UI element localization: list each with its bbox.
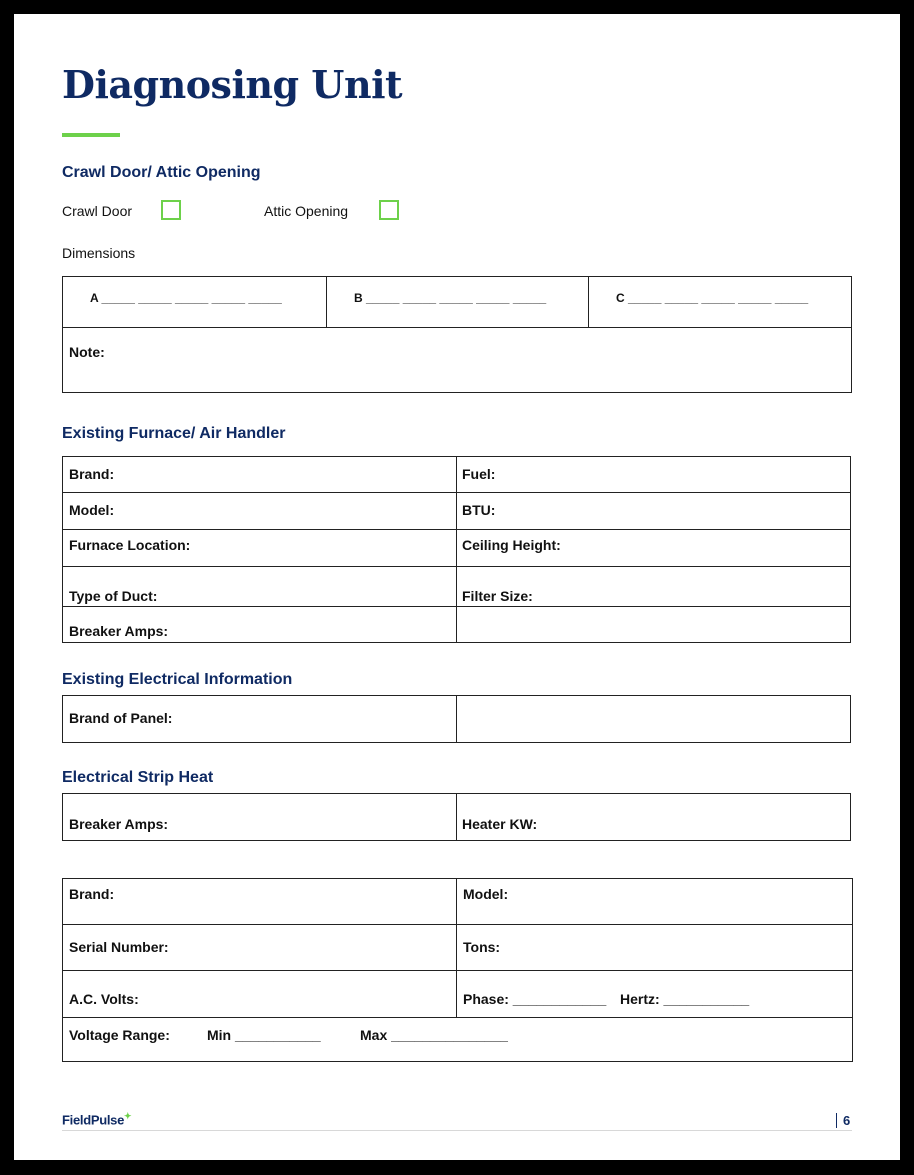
form-page [14,14,900,1160]
strip-breaker-label: Breaker Amps: [69,816,169,832]
table-divider [62,1017,853,1018]
crawl-section-heading: Crawl Door/ Attic Opening [62,164,261,181]
page-title: Diagnosing Unit [62,62,403,107]
unit-brand-label: Brand: [69,886,115,902]
table-divider [456,456,457,643]
panel-brand-label: Brand of Panel: [69,710,173,726]
furnace-location-label: Furnace Location: [69,537,191,553]
page-number: 6 [836,1113,850,1128]
footer-divider [62,1130,852,1131]
hertz-field[interactable]: Hertz: ___________ [620,991,750,1007]
dimension-b-field[interactable]: B _____ _____ _____ _____ _____ [354,291,547,305]
ceiling-height-label: Ceiling Height: [462,537,561,553]
voltage-max-field[interactable]: Max _______________ [360,1027,508,1043]
dimension-c-field[interactable]: C _____ _____ _____ _____ _____ [616,291,809,305]
table-divider [62,529,851,530]
table-divider [456,695,457,743]
voltage-min-field[interactable]: Min ___________ [207,1027,321,1043]
table-divider [456,878,457,1018]
fieldpulse-logo [62,1111,131,1127]
table-divider [62,327,852,328]
filter-size-label: Filter Size: [462,588,533,604]
crawl-door-checkbox[interactable] [161,200,181,220]
crawl-door-label: Crawl Door [62,203,133,219]
tons-label: Tons: [463,939,501,955]
table-divider [62,566,851,567]
unit-model-label: Model: [463,886,509,902]
table-divider [62,606,851,607]
table-divider [456,793,457,841]
furnace-breaker-label: Breaker Amps: [69,623,169,639]
furnace-model-label: Model: [69,502,115,518]
ac-volts-label: A.C. Volts: [69,991,139,1007]
electrical-section-heading: Existing Electrical Information [62,671,293,688]
table-divider [62,970,853,971]
title-accent-bar [62,133,120,137]
furnace-brand-label: Brand: [69,466,115,482]
furnace-section-heading: Existing Furnace/ Air Handler [62,425,286,442]
dimension-a-field[interactable]: A _____ _____ _____ _____ _____ [90,291,282,305]
note-label: Note: [69,344,105,360]
attic-opening-label: Attic Opening [264,203,349,219]
strip-heat-section-heading: Electrical Strip Heat [62,769,214,786]
voltage-range-label: Voltage Range: [69,1027,170,1043]
logo-text: FieldPulse [62,1112,125,1128]
table-divider [588,276,589,328]
attic-opening-checkbox[interactable] [379,200,399,220]
furnace-fuel-label: Fuel: [462,466,496,482]
leaf-icon: ✦ [124,1111,132,1121]
phase-field[interactable]: Phase: ____________ [463,991,607,1007]
heater-kw-label: Heater KW: [462,816,538,832]
table-divider [62,924,853,925]
furnace-btu-label: BTU: [462,502,496,518]
table-divider [62,492,851,493]
duct-type-label: Type of Duct: [69,588,158,604]
dimensions-label: Dimensions [62,245,136,261]
serial-number-label: Serial Number: [69,939,169,955]
table-divider [326,276,327,328]
